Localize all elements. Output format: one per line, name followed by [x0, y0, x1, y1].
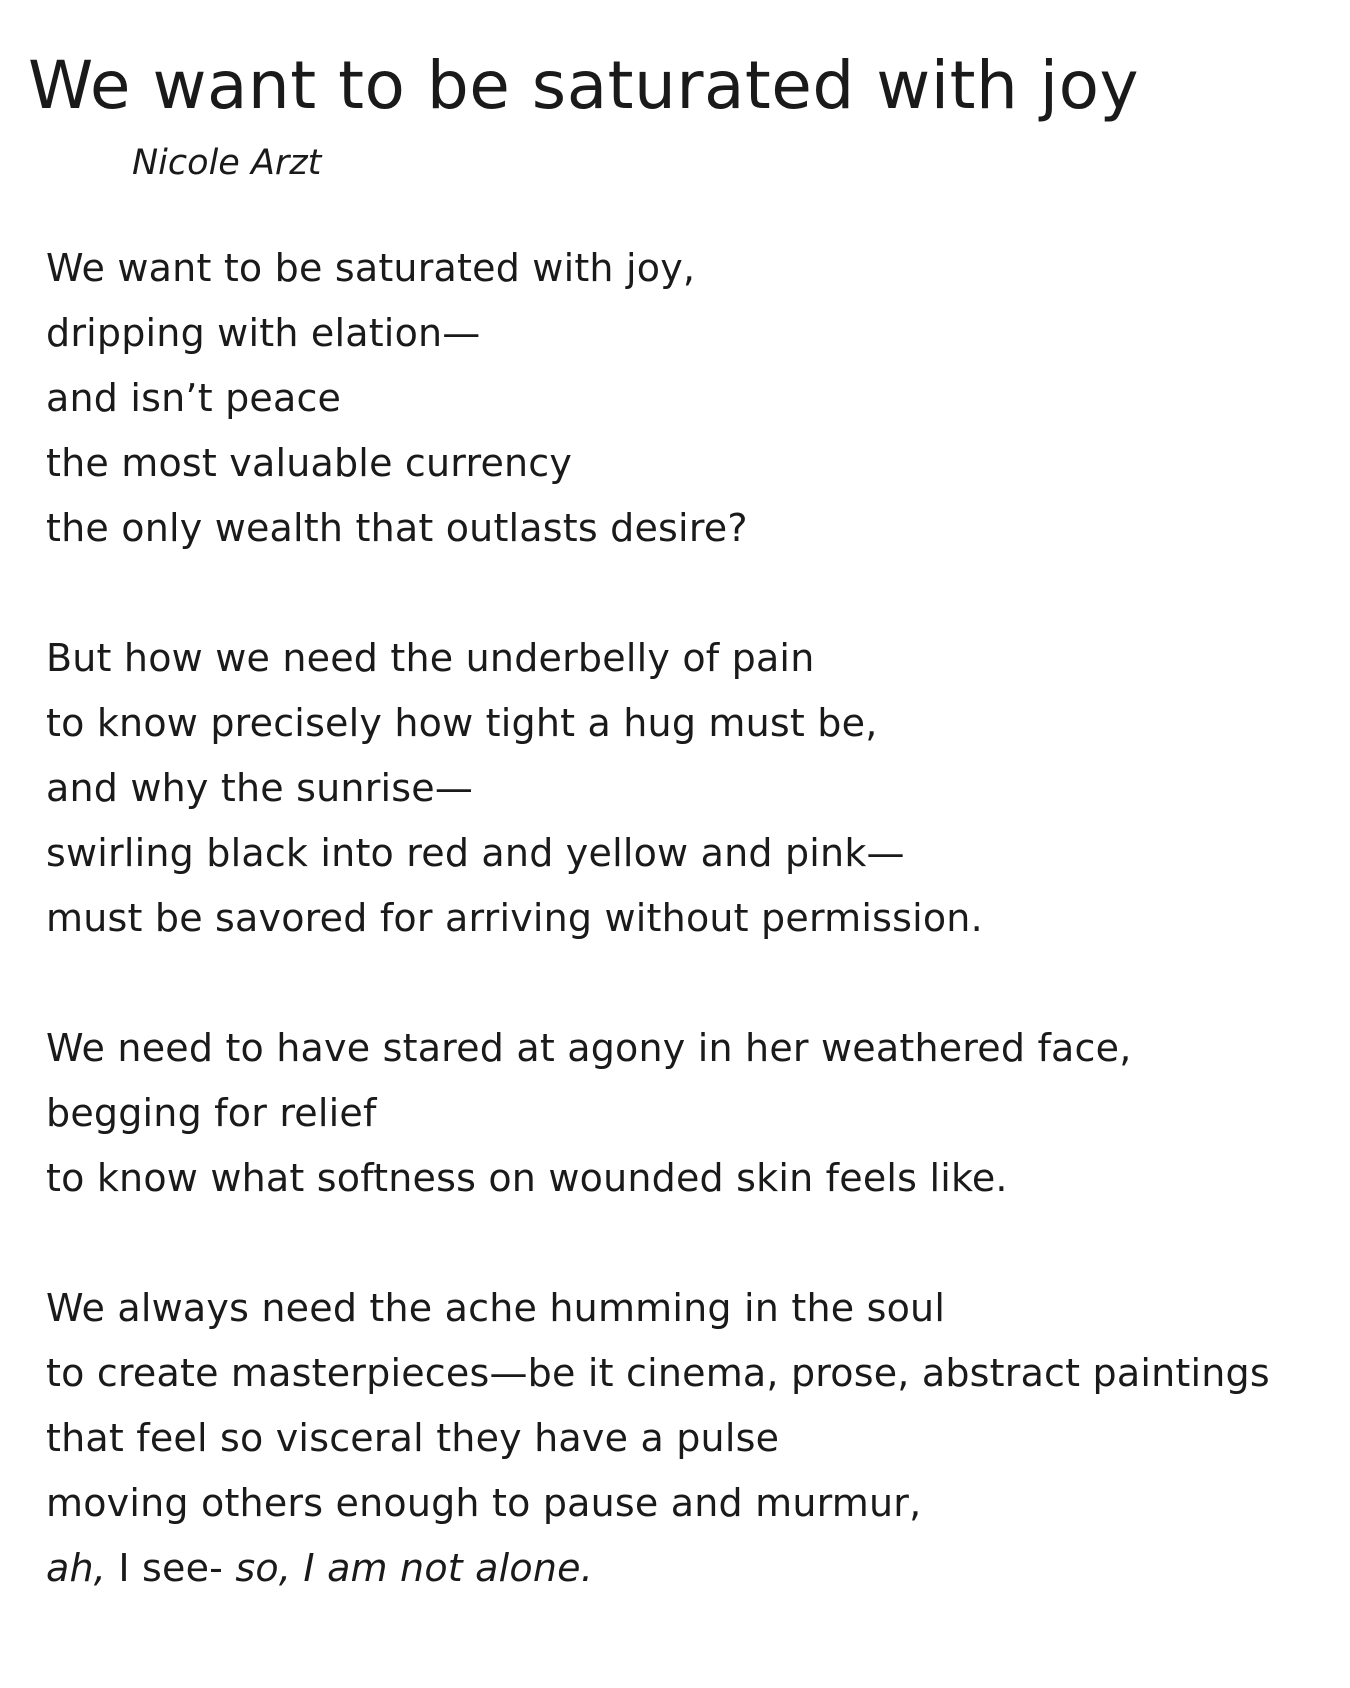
poem-line: We want to be saturated with joy, — [46, 246, 696, 290]
poem-line: and isn’t peace — [46, 376, 342, 420]
poem-line: We always need the ache humming in the soul — [46, 1286, 946, 1330]
poem-title: We want to be saturated with joy — [28, 47, 1140, 124]
poem-line: that feel so visceral they have a pulse — [46, 1416, 780, 1460]
poem-line: But how we need the underbelly of pain — [46, 636, 815, 680]
poem-line: and why the sunrise— — [46, 766, 474, 810]
poem-line: must be savored for arriving without permission. — [46, 896, 983, 940]
poem-author: Nicole Arzt — [132, 143, 322, 183]
poem-line: the most valuable currency — [46, 441, 573, 485]
poem-line: begging for relief — [46, 1091, 377, 1135]
poem-final-line — [46, 1536, 1336, 1601]
poem-line: moving others enough to pause and murmur, — [46, 1481, 922, 1525]
stanza-2 — [46, 626, 1336, 951]
poem-line: We need to have stared at agony in her weathered face, — [46, 1026, 1132, 1070]
stanza-4 — [46, 1276, 1336, 1601]
poem-line: to know what softness on wounded skin feels like. — [46, 1156, 1008, 1200]
poem-body — [46, 236, 1336, 1666]
poem-line: swirling black into red and yellow and pink— — [46, 831, 905, 875]
poem-line: the only wealth that outlasts desire? — [46, 506, 748, 550]
stanza-1 — [46, 236, 1336, 561]
final-line-part-1: ah, — [46, 1546, 107, 1590]
poem-line: to create masterpieces—be it cinema, prose, abstract paintings — [46, 1351, 1270, 1395]
final-line-part-3: so, I am not alone. — [235, 1546, 593, 1590]
final-line-part-2: I see- — [106, 1546, 236, 1590]
poem-line: to know precisely how tight a hug must be, — [46, 701, 878, 745]
stanza-3 — [46, 1016, 1336, 1211]
poem-line: dripping with elation— — [46, 311, 481, 355]
